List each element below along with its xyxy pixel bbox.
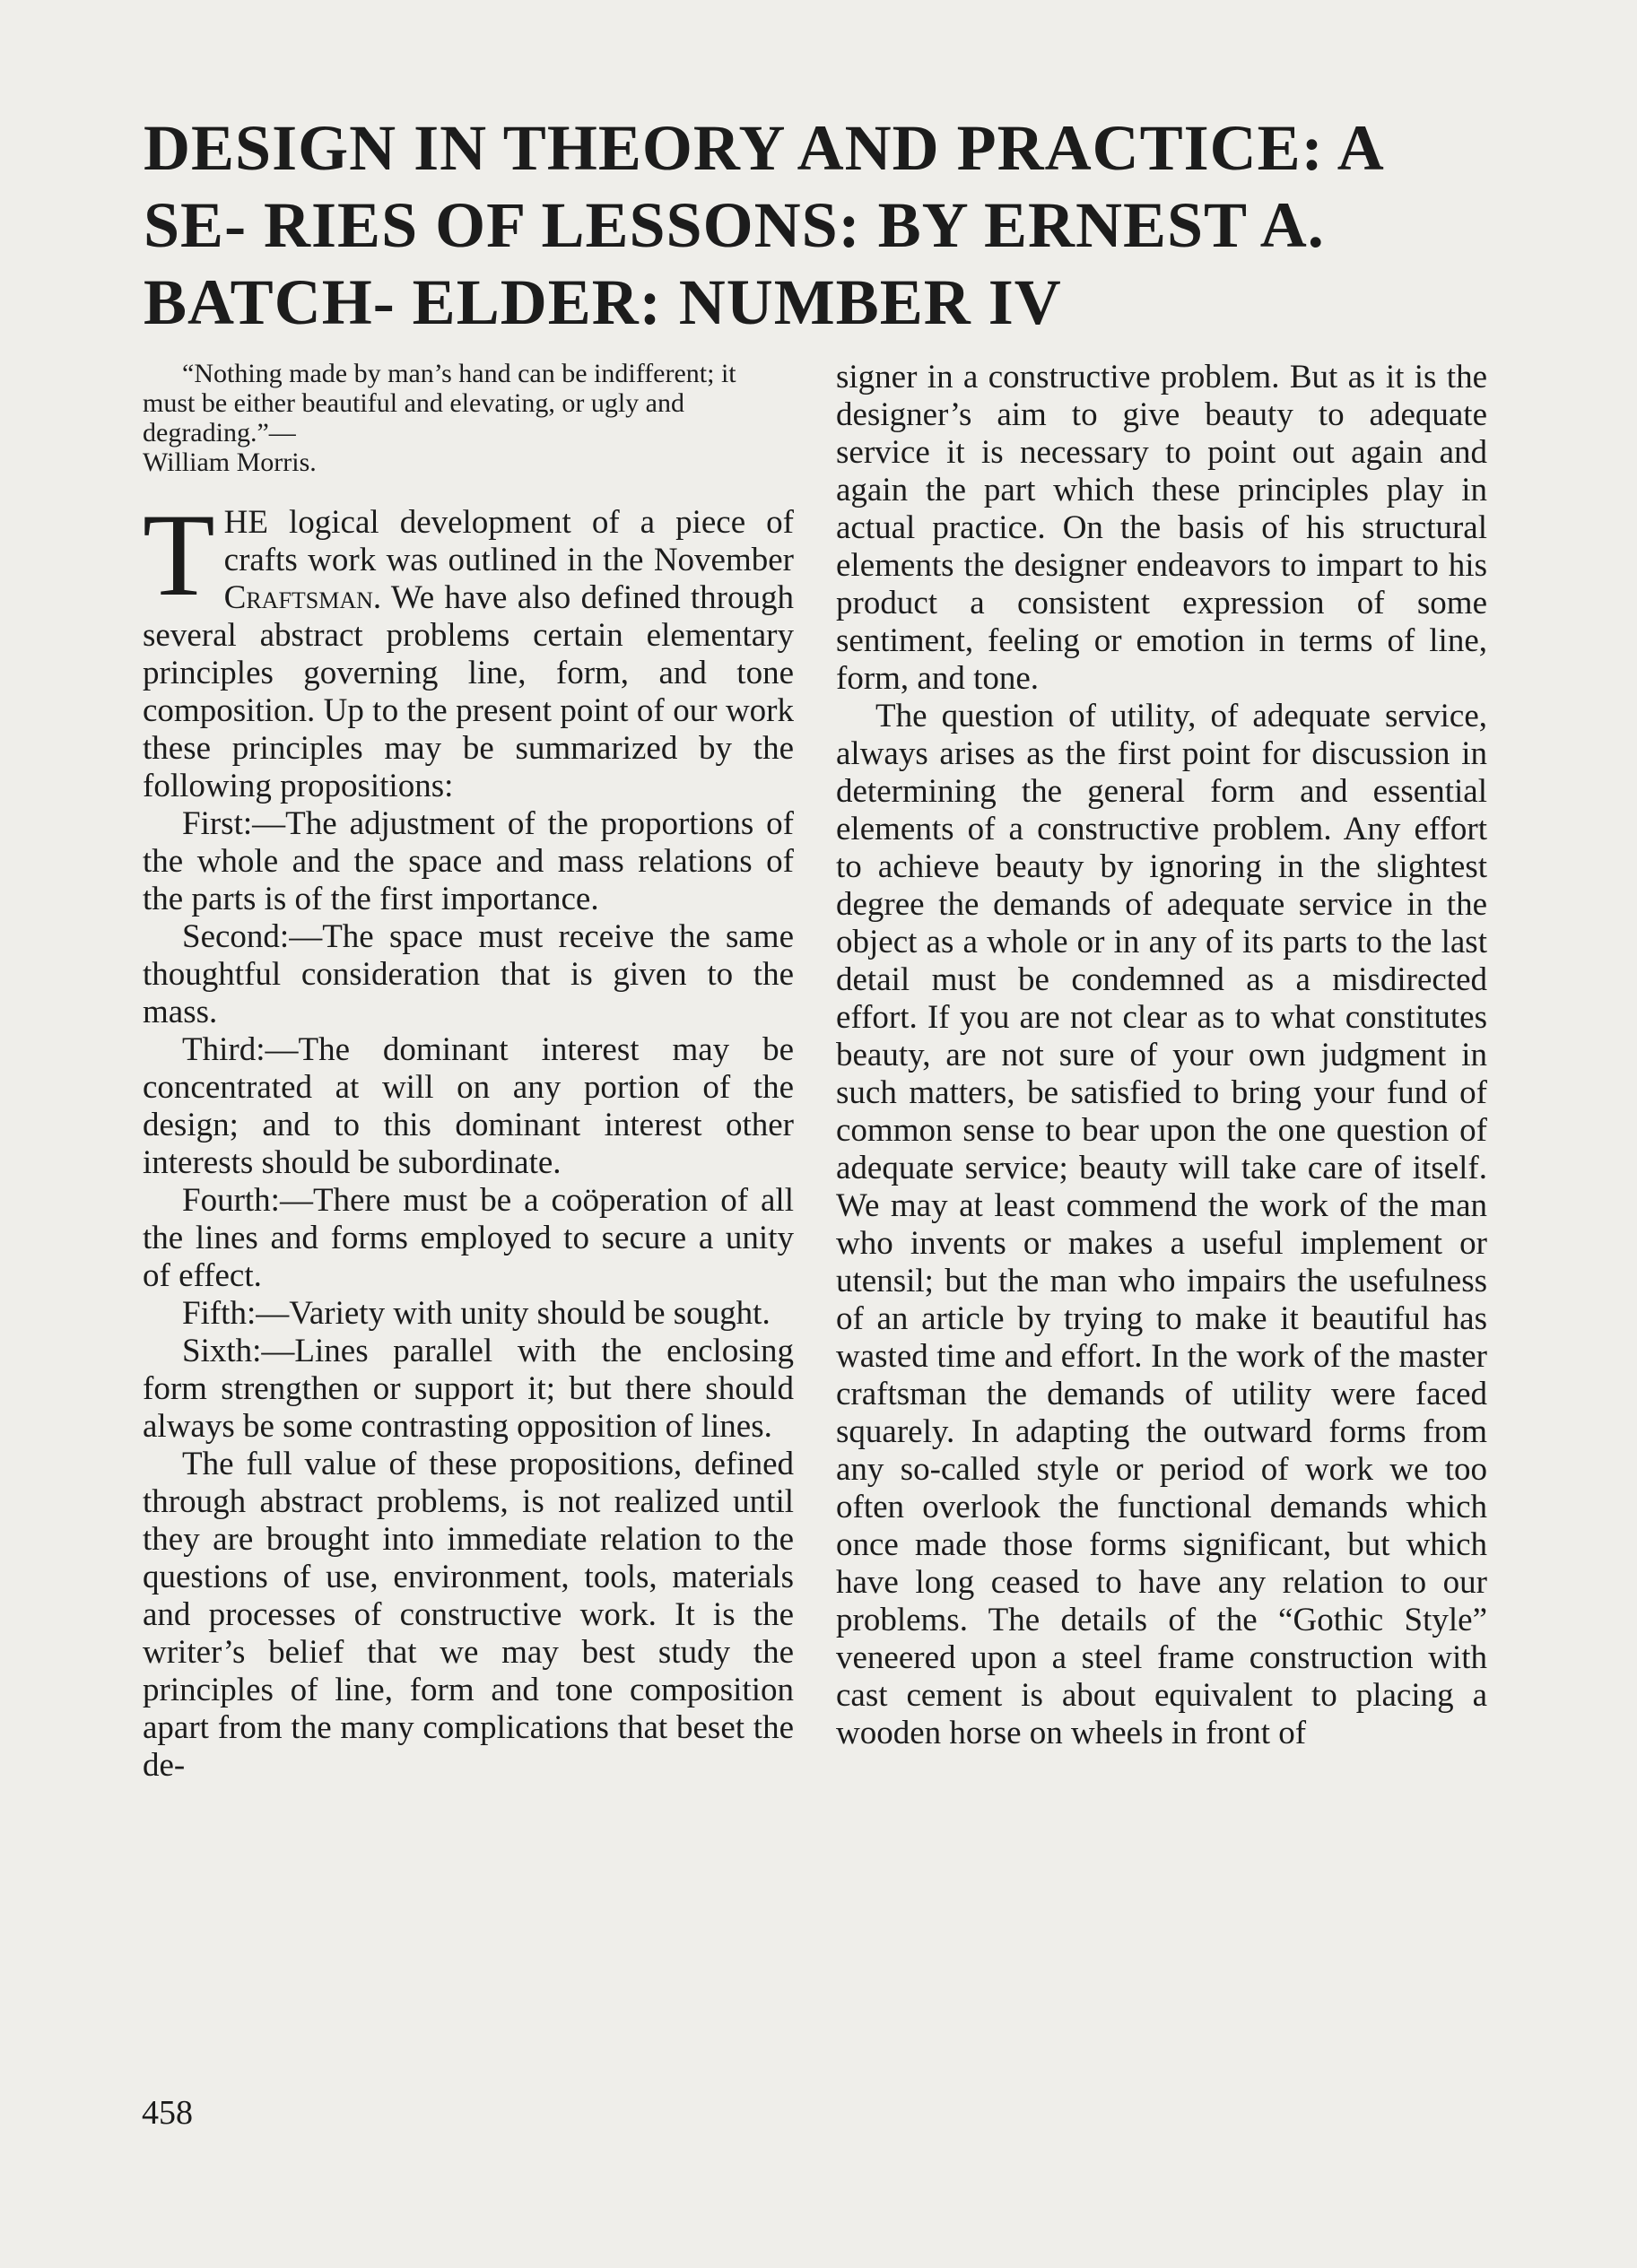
proposition-sixth: Sixth:—Lines parallel with the enclosing form strengthen or support it; but there should always be some contrasting opposition of lines. xyxy=(143,1333,794,1445)
epigraph-attribution: William Morris. xyxy=(143,448,317,477)
proposition-fifth: Fifth:—Variety with unity should be sought. xyxy=(182,1295,771,1332)
page-number: 458 xyxy=(142,2094,193,2132)
epigraph-quote: “Nothing made by man’s hand can be indifferent; it must be either beautiful and elevating, or ugly and degrading.”— xyxy=(143,359,736,448)
proposition-second: Second:—The space must receive the same thoughtful consideration that is given to the mass. xyxy=(143,918,794,1030)
drop-cap: T xyxy=(143,489,215,621)
magazine-name: Craftsman xyxy=(223,579,373,616)
intro-paragraph xyxy=(143,489,794,805)
utility-paragraph: The question of utility, of adequate service, always arises as the first point for discussion in determining the general form and essential elements of a constructive problem. Any effort to achieve beauty by ignoring in the slightest degree the demands of adequate service in the object as a whole or in any of its parts to the last detail must be condemned as a misdirected effort. If you are not clear as to what constitutes beauty, are not sure of your own judgment in such matters, be satisfied to bring your fund of common sense to bear upon the one question of adequate service; beauty will take care of itself. We may at least commend the work of the man who invents or makes a useful implement or utensil; but the man who impairs the usefulness of an article by trying to make it beautiful has wasted time and effort. In the work of the master craftsman the demands of utility were faced squarely. In adapting the outward forms from any so-called style or period of work we too often overlook the functional demands which once made those forms significant, but which have long ceased to have any relation to our problems. The details of the “Gothic Style” veneered upon a steel frame construction with cast cement is about equivalent to placing a wooden horse on wheels in front of xyxy=(836,698,1487,1751)
continuation-paragraph: signer in a constructive problem. But as it is the designer’s aim to give beauty to adequate service it is necessary to point out again and again the part which these principles play in actual practice. On the basis of his structural elements the designer endeavors to impart to his product a consistent expression of some sentiment, feeling or emotion in terms of line, form, and tone. xyxy=(836,359,1487,697)
article-title: DESIGN IN THEORY AND PRACTICE: A SE- RIES OF LESSONS: BY ERNEST A. BATCH- ELDER: NUMBER IV xyxy=(144,112,1381,338)
intro-text-b: . We have also defined through several abstract problems certain elementary principles governing line, form, and tone composition. Up to the present point of our work these principles may be summarized by the following propositions: xyxy=(143,579,794,804)
proposition-third: Third:—The dominant interest may be concentrated at will on any portion of the design; and to this dominant interest other interests should be subordinate. xyxy=(143,1031,794,1181)
intro-text-a: HE logical development of a piece of crafts work was outlined in the November xyxy=(223,504,794,578)
right-column xyxy=(836,359,1487,1752)
proposition-first: First:—The adjustment of the proportions of the whole and the space and mass relations of the parts is of the first importance. xyxy=(143,805,794,917)
closing-paragraph: The full value of these propositions, defined through abstract problems, is not realized until they are brought into immediate relation to the questions of use, environment, tools, materials and processes of constructive work. It is the writer’s belief that we may best study the principles of line, form and tone composition apart from the many complications that beset the de- xyxy=(143,1446,794,1784)
epigraph xyxy=(143,359,794,477)
left-column xyxy=(143,359,794,1785)
proposition-fourth: Fourth:—There must be a coöperation of all the lines and forms employed to secure a unity of effect. xyxy=(143,1182,794,1294)
